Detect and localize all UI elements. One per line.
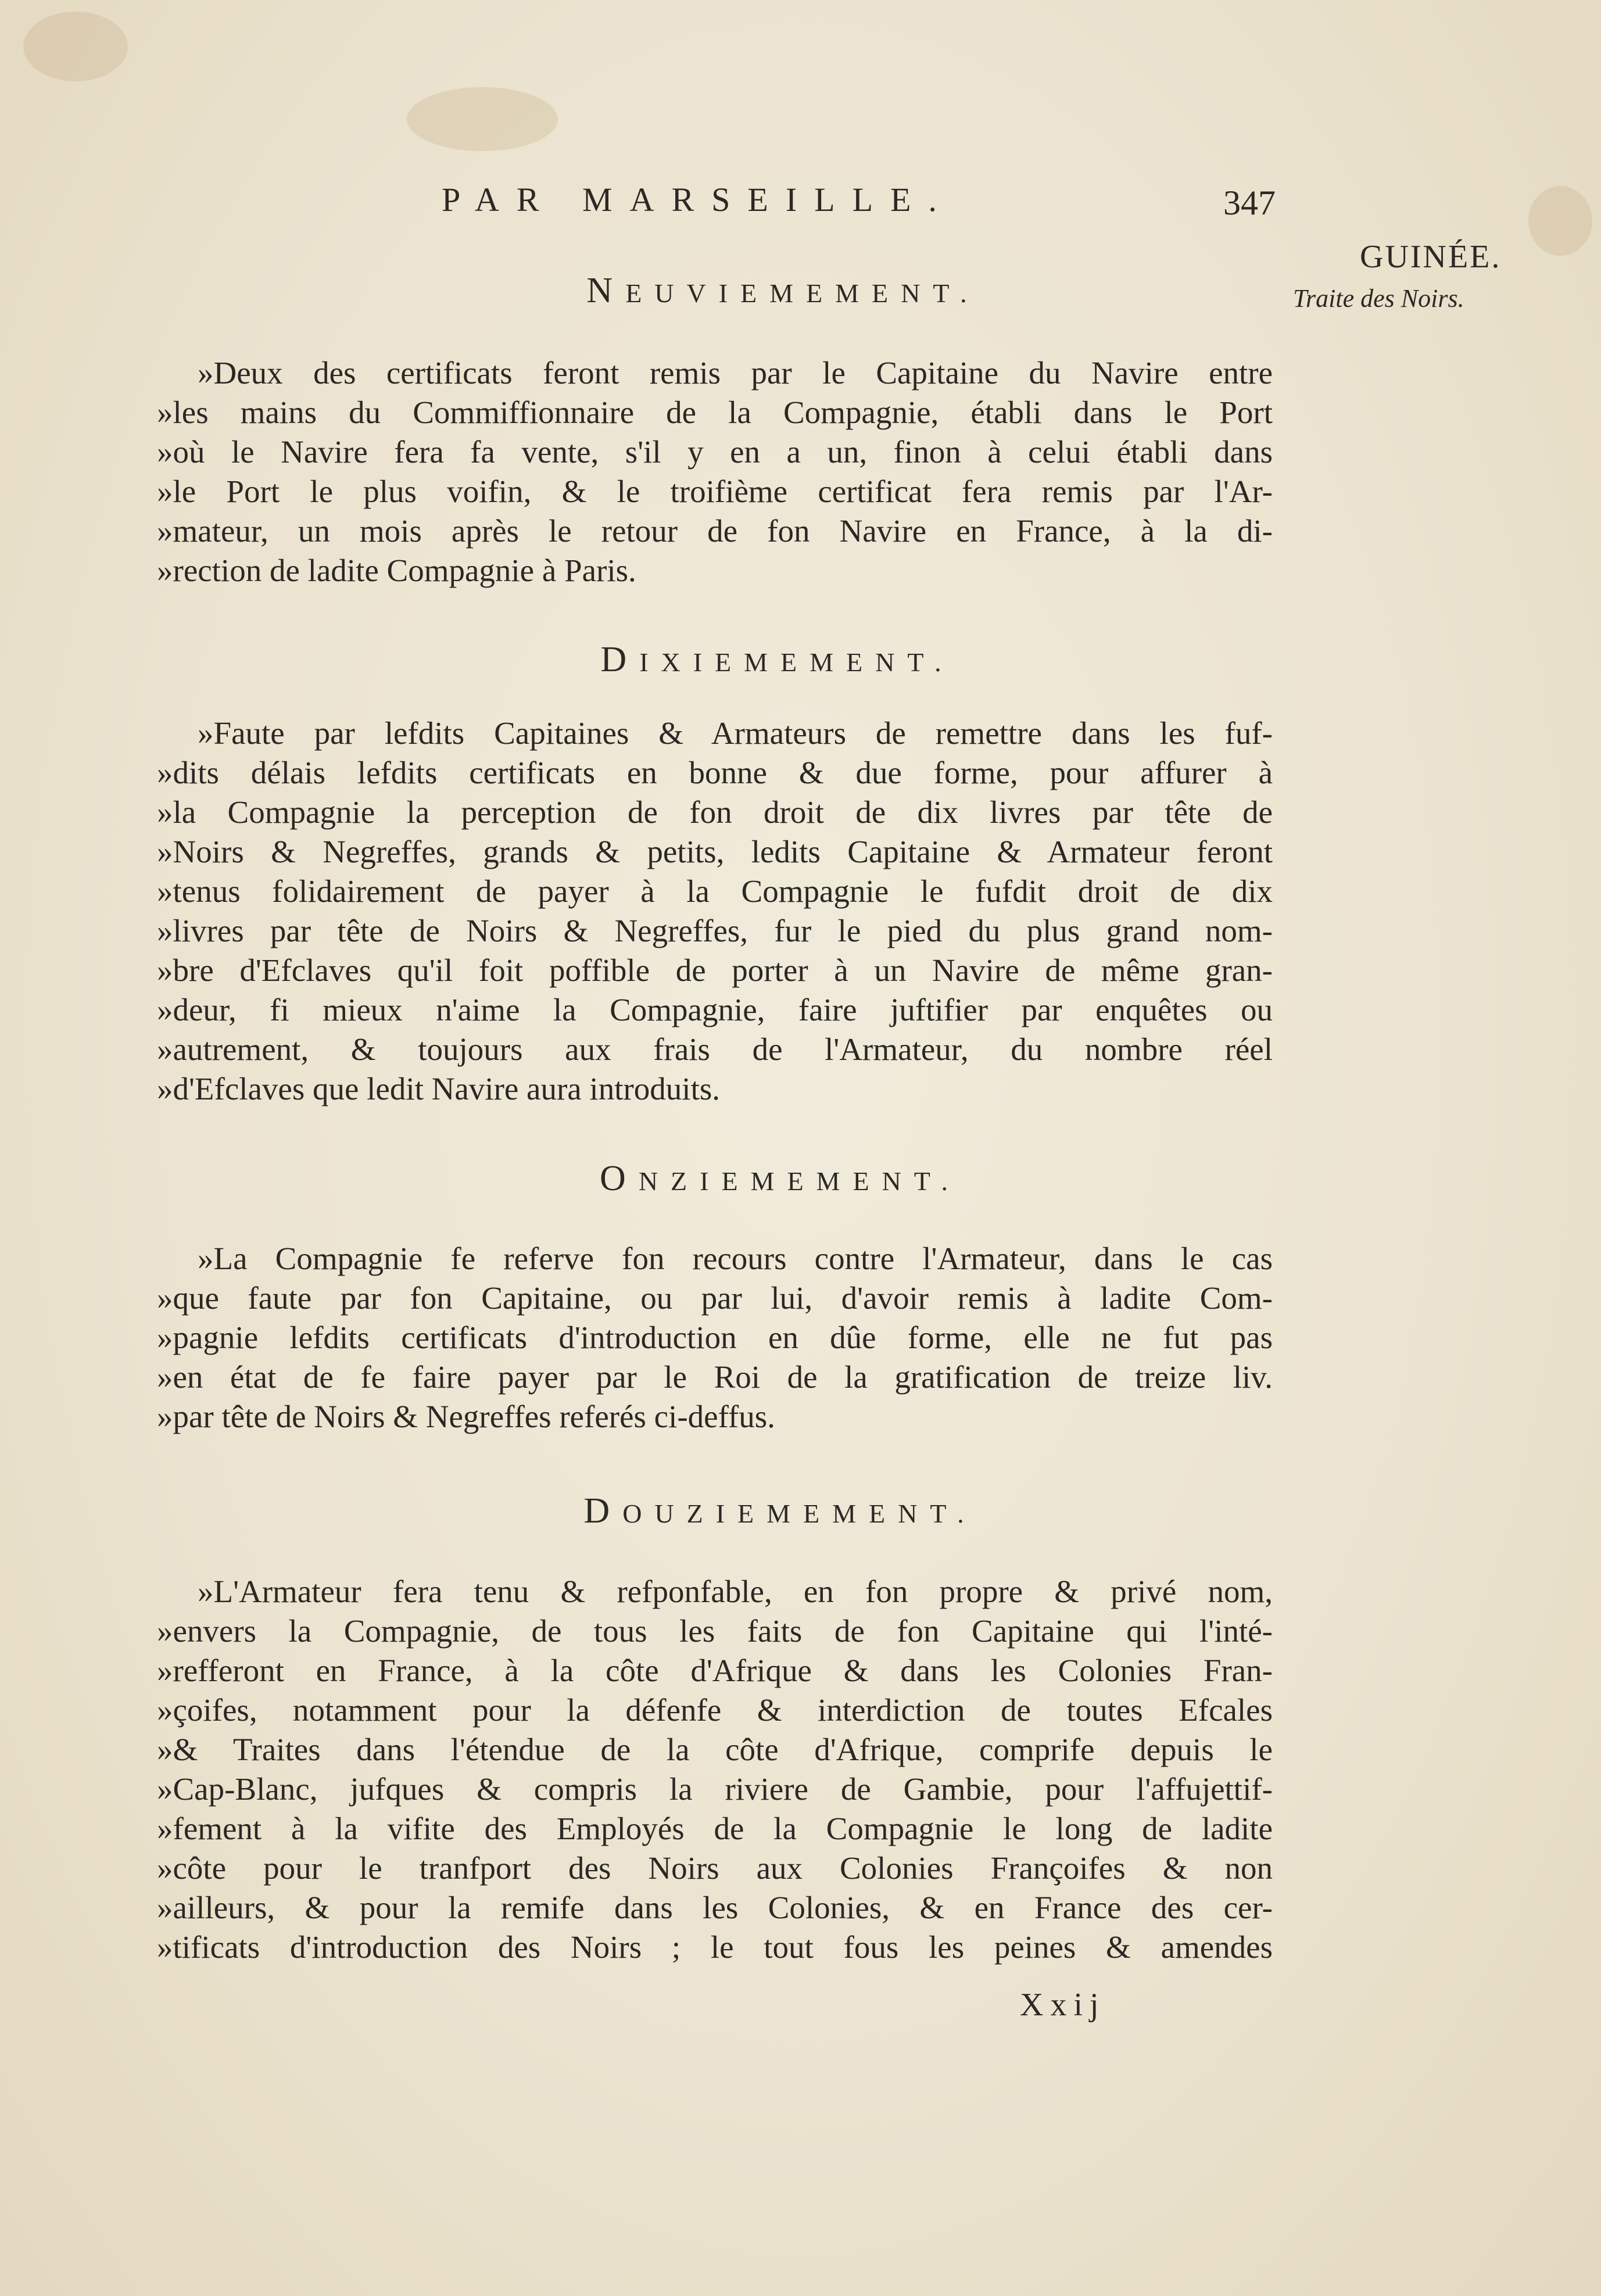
article-paragraph bbox=[157, 1572, 1273, 1967]
paper-foxing-stain bbox=[407, 87, 558, 151]
text-line: »& Traites dans l'étendue de la côte d'Afrique, comprife depuis le bbox=[157, 1732, 1273, 1767]
text-line: »Cap-Blanc, jufques & compris la riviere de Gambie, pour l'affujettif- bbox=[157, 1771, 1273, 1807]
text-line: »tenus folidairement de payer à la Compagnie le fufdit droit de dix bbox=[157, 873, 1273, 909]
text-line: »d'Efclaves que ledit Navire aura introduits. bbox=[157, 1071, 721, 1106]
text-line: »tificats d'introduction des Noirs ; le tout fous les peines & amendes bbox=[157, 1929, 1273, 1965]
text-line: »que faute par fon Capitaine, ou par lui, d'avoir remis à ladite Com- bbox=[157, 1280, 1273, 1316]
text-line: »livres par tête de Noirs & Negreffes, fur le pied du plus grand nom- bbox=[157, 913, 1273, 948]
heading-initial: O bbox=[600, 1159, 639, 1198]
heading-rest: EUVIEMEMENT. bbox=[625, 278, 980, 308]
page-number: 347 bbox=[1223, 184, 1276, 222]
section-heading bbox=[0, 639, 1601, 680]
signature-mark: Xxij bbox=[1020, 1987, 1106, 2023]
article-paragraph bbox=[157, 353, 1273, 590]
text-line: »où le Navire fera fa vente, s'il y en a un, finon à celui établi dans bbox=[157, 434, 1273, 470]
heading-rest: OUZIEMEMENT. bbox=[622, 1499, 977, 1528]
text-line: »ailleurs, & pour la remife dans les Colonies, & en France des cer- bbox=[157, 1890, 1273, 1925]
text-line: »côte pour le tranfport des Noirs aux Colonies Françoifes & non bbox=[157, 1850, 1273, 1886]
text-line: »autrement, & toujours aux frais de l'Armateur, du nombre réel bbox=[157, 1031, 1273, 1067]
text-line: »Noirs & Negreffes, grands & petits, ledits Capitaine & Armateur feront bbox=[157, 834, 1273, 869]
paper-foxing-stain bbox=[1528, 186, 1592, 256]
text-line: »Faute par lefdits Capitaines & Armateurs de remettre dans les fuf- bbox=[198, 715, 1273, 751]
text-line: »deur, fi mieux n'aime la Compagnie, faire juftifier par enquêtes ou bbox=[157, 992, 1273, 1027]
text-line: »les mains du Commiffionnaire de la Compagnie, établi dans le Port bbox=[157, 395, 1273, 430]
heading-rest: IXIEMEMENT. bbox=[639, 647, 954, 677]
article-paragraph bbox=[157, 1239, 1273, 1437]
text-line: »pagnie lefdits certificats d'introduction en dûe forme, elle ne fut pas bbox=[157, 1320, 1273, 1355]
heading-rest: NZIEMEMENT. bbox=[638, 1166, 961, 1196]
article-paragraph bbox=[157, 714, 1273, 1109]
text-line: »la Compagnie la perception de fon droit de dix livres par tête de bbox=[157, 794, 1273, 830]
running-header-title: PAR MARSEILLE. bbox=[442, 181, 954, 219]
text-line: »fement à la vifite des Employés de la Compagnie le long de ladite bbox=[157, 1811, 1273, 1846]
margin-note-subtitle: Traite des Noirs. bbox=[1293, 284, 1464, 313]
text-line: »dits délais lefdits certificats en bonne & due forme, pour affurer à bbox=[157, 755, 1273, 790]
section-heading bbox=[0, 1158, 1601, 1199]
heading-initial: N bbox=[586, 271, 626, 310]
text-line: »refferont en France, à la côte d'Afrique & dans les Colonies Fran- bbox=[157, 1653, 1273, 1688]
text-line: »L'Armateur fera tenu & refponfable, en fon propre & privé nom, bbox=[198, 1574, 1273, 1609]
text-line: »le Port le plus voifin, & le troifième certificat fera remis par l'Ar- bbox=[157, 474, 1273, 509]
section-heading bbox=[0, 270, 1601, 311]
text-line: »mateur, un mois après le retour de fon Navire en France, à la di- bbox=[157, 513, 1273, 549]
margin-note-title: GUINÉE. bbox=[1360, 239, 1502, 275]
text-line: »bre d'Efclaves qu'il foit poffible de porter à un Navire de même gran- bbox=[157, 952, 1273, 988]
heading-initial: D bbox=[600, 640, 640, 679]
text-line: »rection de ladite Compagnie à Paris. bbox=[157, 553, 636, 588]
text-line: »Deux des certificats feront remis par le Capitaine du Navire entre bbox=[198, 355, 1273, 391]
text-line: »en état de fe faire payer par le Roi de la gratification de treize liv. bbox=[157, 1359, 1273, 1395]
text-line: »par tête de Noirs & Negreffes referés ci-deffus. bbox=[157, 1399, 775, 1434]
text-line: »çoifes, notamment pour la défenfe & interdiction de toutes Efcales bbox=[157, 1692, 1273, 1728]
heading-initial: D bbox=[583, 1491, 623, 1531]
paper-foxing-stain bbox=[23, 12, 128, 81]
text-line: »envers la Compagnie, de tous les faits de fon Capitaine qui l'inté- bbox=[157, 1613, 1273, 1649]
section-heading bbox=[0, 1491, 1601, 1532]
text-line: »La Compagnie fe referve fon recours contre l'Armateur, dans le cas bbox=[198, 1241, 1273, 1276]
